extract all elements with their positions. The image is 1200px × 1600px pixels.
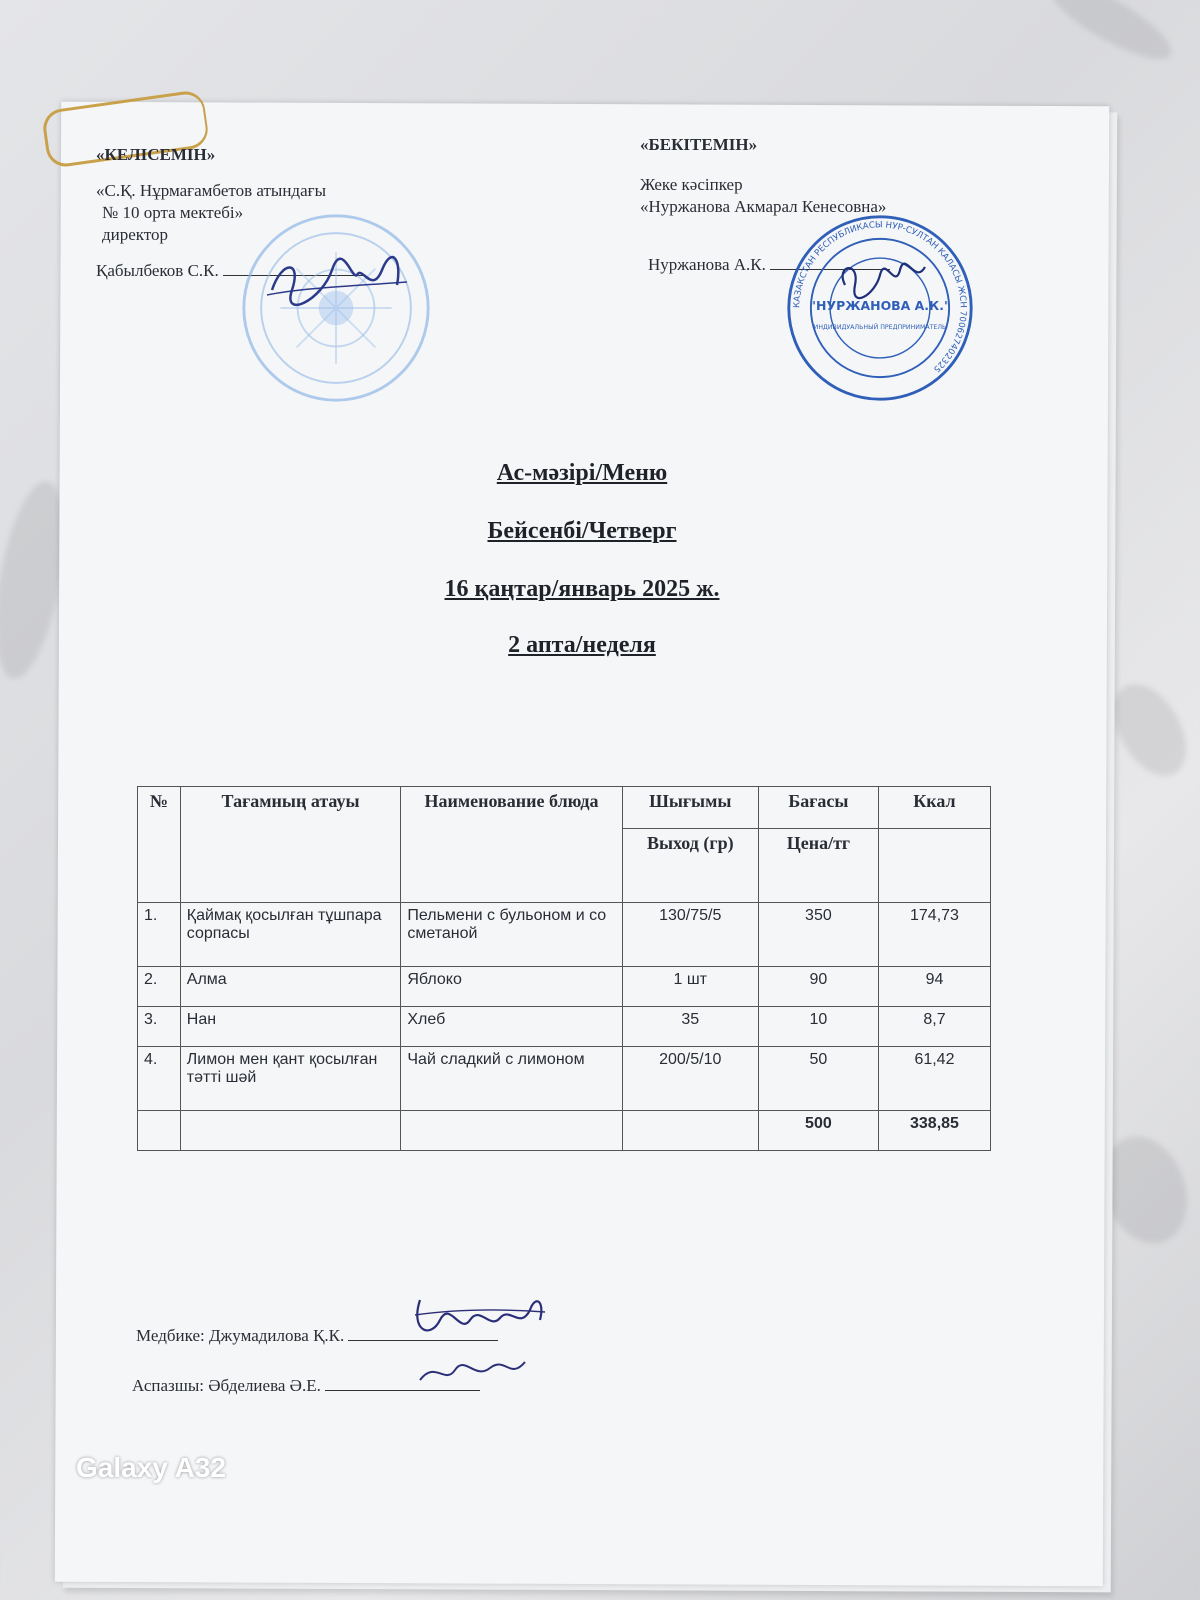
row-kcal: 174,73 [878, 903, 990, 967]
left-approval-line1: «С.Қ. Нұрмағамбетов атындағы [96, 181, 327, 200]
row-kcal: 8,7 [878, 1007, 990, 1047]
menu-table [137, 786, 991, 1151]
right-approval-header: «БЕКІТЕМІН» [640, 135, 758, 154]
header-price-kz: Бағасы [758, 787, 878, 829]
table-total-row [138, 1111, 991, 1151]
row-name-kz: Лимон мен қант қосылған тәтті шәй [180, 1047, 401, 1111]
left-approval-signer: Қабылбеков С.К. [96, 261, 219, 280]
row-num: 2. [138, 967, 181, 1007]
director-signature [262, 250, 412, 310]
row-name-ru: Яблоко [401, 967, 622, 1007]
header-price-ru: Цена/тг [758, 829, 878, 903]
total-kcal: 338,85 [878, 1111, 990, 1151]
camera-watermark: Galaxy A32 [76, 1452, 226, 1483]
row-output: 130/75/5 [622, 903, 758, 967]
row-price: 50 [758, 1047, 878, 1111]
row-output: 200/5/10 [622, 1047, 758, 1111]
row-name-kz: Нан [180, 1007, 401, 1047]
cook-name: Аспазшы: Әбделиева Ә.Е. [132, 1376, 321, 1395]
week-title: 2 апта/неделя [508, 632, 656, 658]
row-name-kz: Қаймақ қосылған тұшпара сорпасы [180, 903, 401, 967]
table-row [138, 903, 991, 967]
row-price: 90 [758, 967, 878, 1007]
row-num: 1. [138, 903, 181, 967]
header-name-ru: Наименование блюда [401, 787, 622, 903]
row-name-ru: Чай сладкий с лимоном [401, 1047, 622, 1111]
row-num: 4. [138, 1047, 181, 1111]
row-kcal: 61,42 [878, 1047, 990, 1111]
nurse-signature [400, 1290, 550, 1350]
cook-signature [415, 1350, 535, 1395]
row-price: 350 [758, 903, 878, 967]
row-kcal: 94 [878, 967, 990, 1007]
row-name-ru: Хлеб [401, 1007, 622, 1047]
header-output-ru: Выход (гр) [622, 829, 758, 903]
entrepreneur-stamp [784, 212, 976, 404]
row-price: 10 [758, 1007, 878, 1047]
row-name-kz: Алма [180, 967, 401, 1007]
menu-title: Ас-мәзірі/Меню [496, 460, 668, 486]
table-row [138, 1047, 991, 1111]
left-approval-line2: № 10 орта мектебі» [102, 203, 244, 222]
table-row [138, 967, 991, 1007]
row-output: 35 [622, 1007, 758, 1047]
row-name-ru: Пельмени с бульоном и со сметаной [401, 903, 622, 967]
header-kcal: Ккал [878, 787, 990, 829]
day-title: Бейсенбі/Четверг [487, 518, 677, 544]
right-approval-line2: «Нуржанова Акмарал Кенесовна» [640, 197, 887, 216]
date-title: 16 қаңтар/январь 2025 ж. [444, 576, 720, 602]
nurse-name: Медбике: Джумадилова Қ.К. [136, 1326, 345, 1345]
row-num: 3. [138, 1007, 181, 1047]
header-num: № [138, 787, 181, 903]
right-approval-signer: Нуржанова А.К. [648, 255, 766, 274]
header-output-kz: Шығымы [622, 787, 758, 829]
header-kcal-empty [878, 829, 990, 903]
entrepreneur-signature [830, 255, 930, 305]
table-row [138, 1007, 991, 1047]
stamp-center-text: "НУРЖАНОВА А.К." [809, 297, 951, 313]
stamp-sub-text: ИНДИВИДУАЛЬНЫЙ ПРЕДПРИНИМАТЕЛЬ [813, 324, 947, 332]
header-name-kz: Тағамның атауы [180, 787, 401, 903]
right-approval-line1: Жеке кәсіпкер [640, 175, 743, 194]
row-output: 1 шт [622, 967, 758, 1007]
total-price: 500 [758, 1111, 878, 1151]
left-approval-line3: директор [102, 225, 169, 244]
stamp-ring-text: КАЗАКСТАН РЕСПУБЛИКАСЫ НУР-СУЛТАН КАЛАСЫ ЖСН 700627402325 [792, 220, 968, 374]
left-approval-header: «КЕЛІСЕМІН» [96, 145, 216, 164]
